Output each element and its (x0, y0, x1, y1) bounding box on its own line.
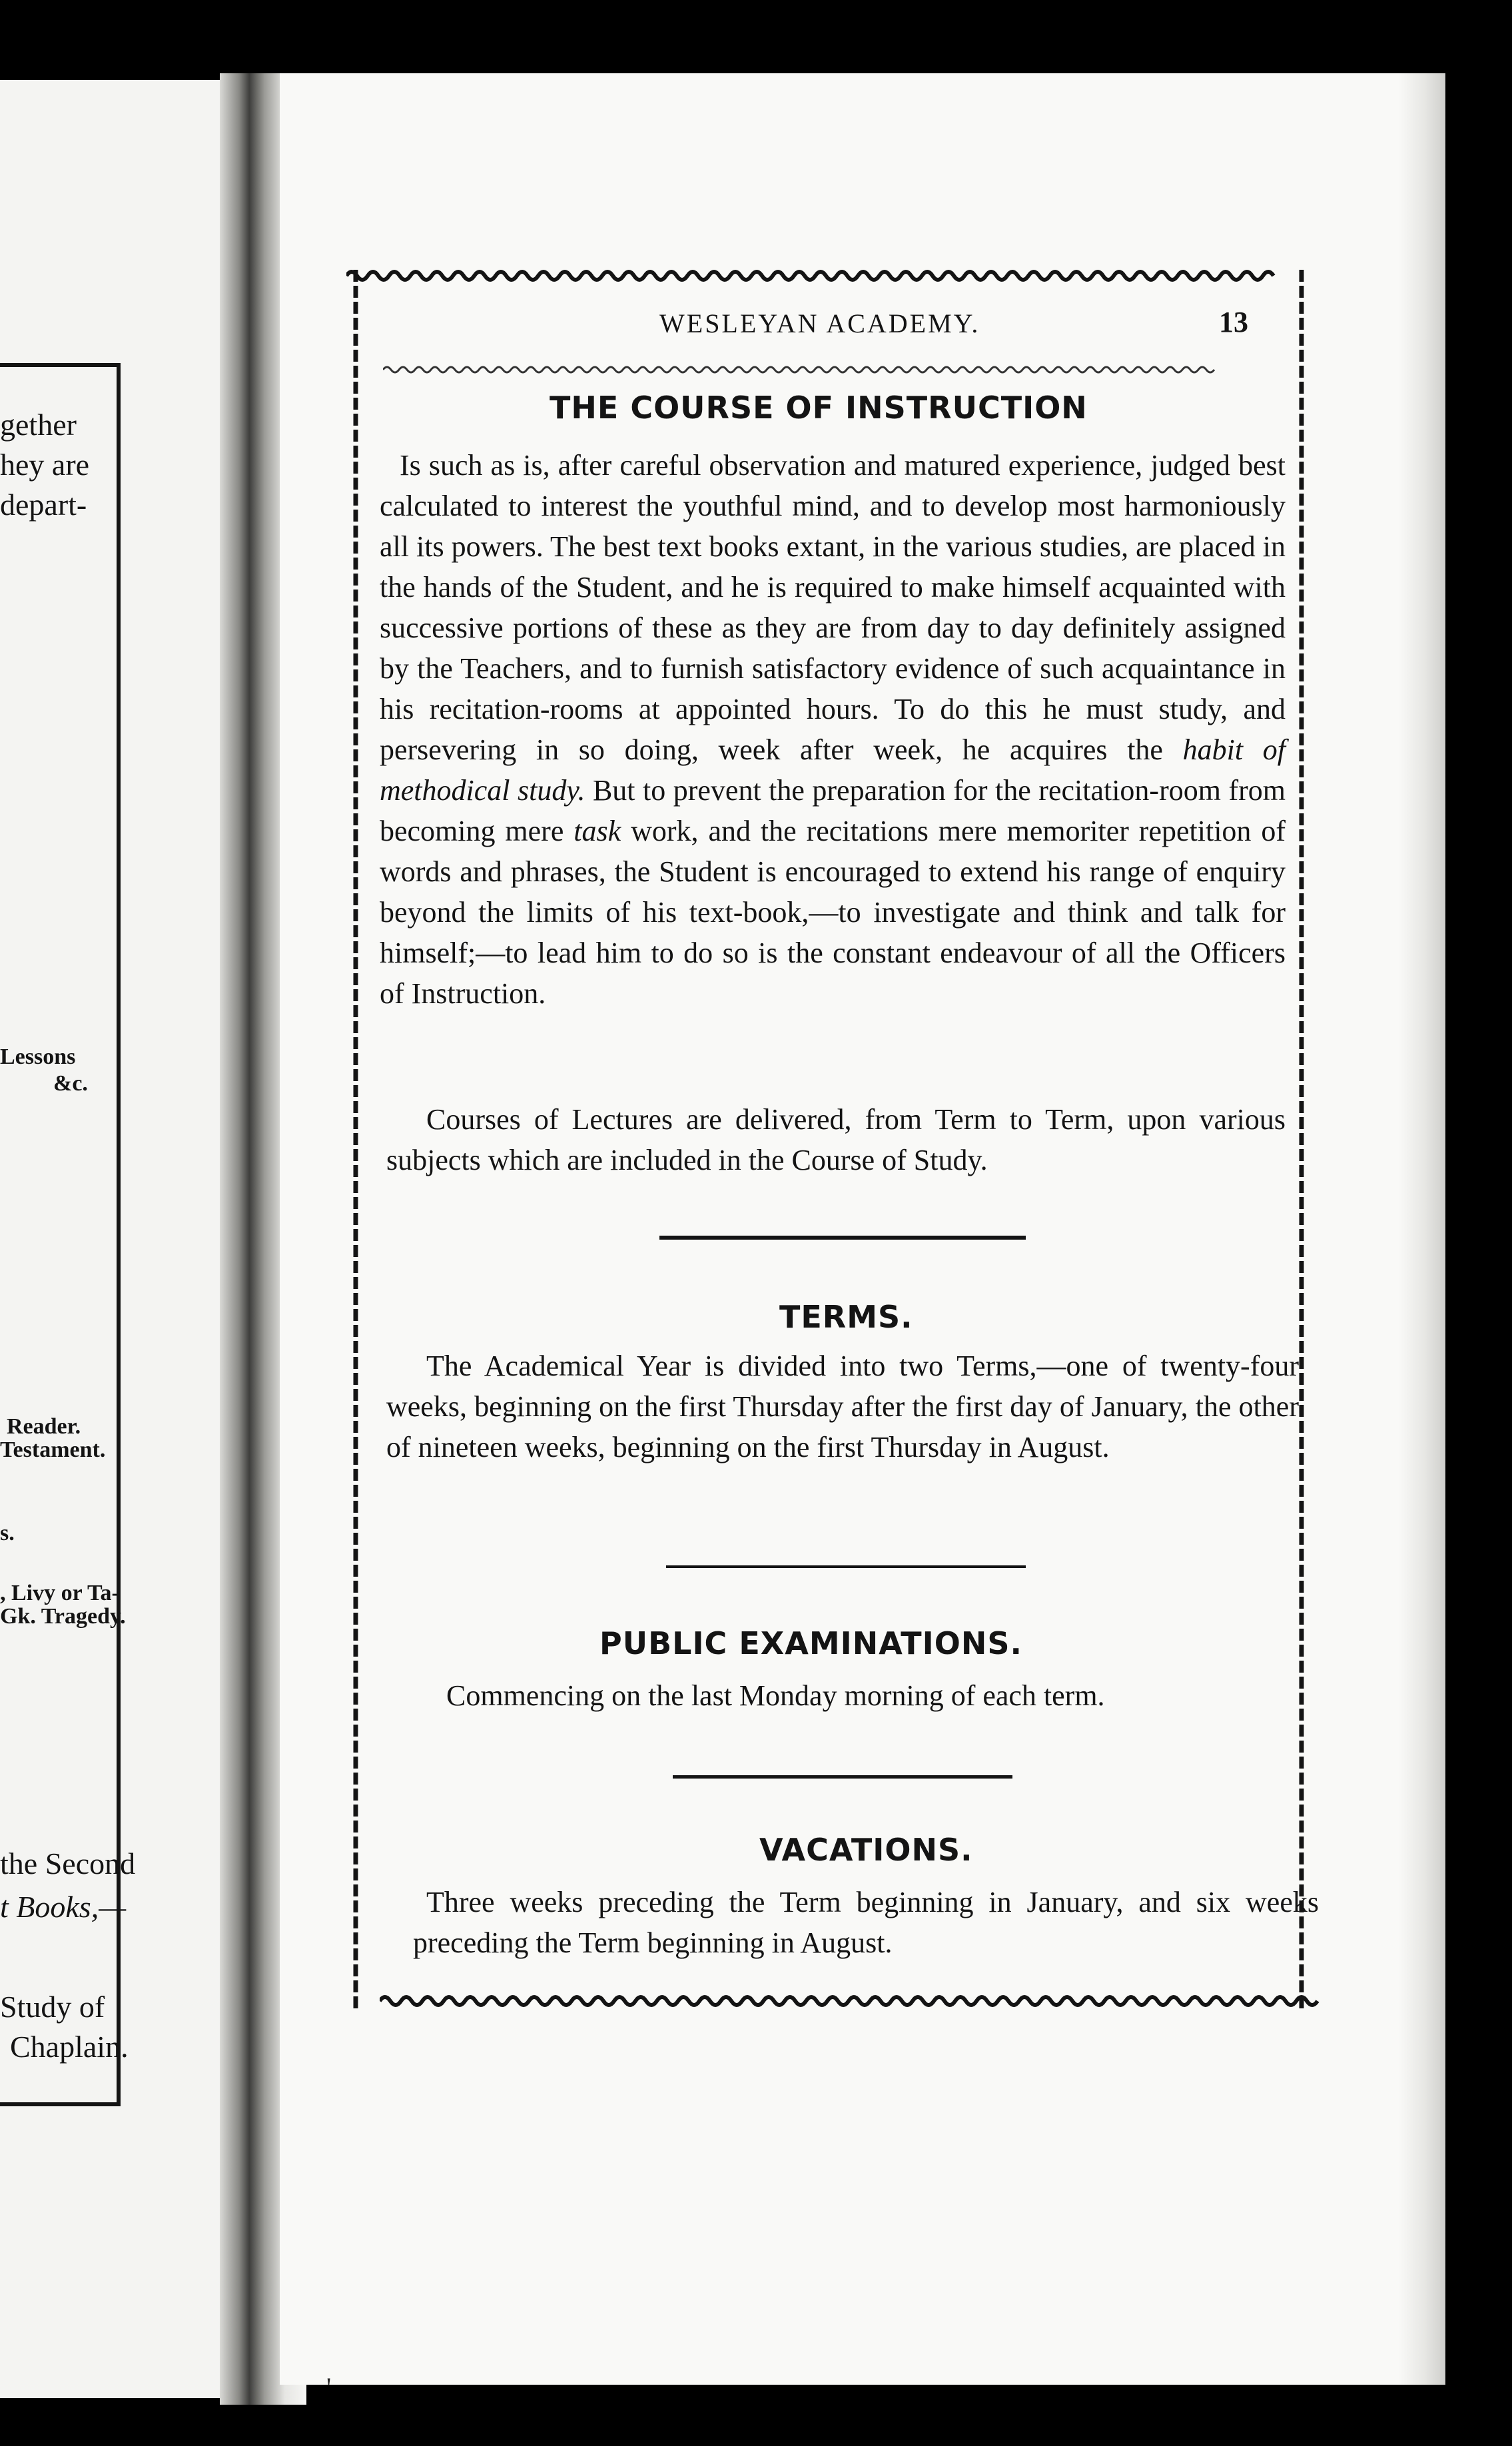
course-emphasis-habit: habit of methodical study. (380, 733, 1286, 807)
previous-page (0, 80, 220, 2398)
course-paragraph-1: Is such as is, after careful observation and matured experience, judged best calculated to interest the youthful mind, and to develop most harmoniously all its powers. The best text books extant, in the various studies, are placed in the hands of the Student, and he is required to make himself acquainted with successive portions of these as they are from day to day definitely assigned by the Teachers, and to furnish satisfactory evidence of such acquaintance in his recitation-rooms at appointed hours. To do this he must study, and persevering in so doing, week after week, he acquires the habit of methodical study. But to prevent the preparation for the recitation-room from becoming mere task work, and the recitations mere memoriter repetition of words and phrases, the Student is encouraged to extend his range of enquiry beyond the limits of his text-book,—to investigate and think and talk for himself;—to lead him to do so is the constant endeavour of all the Officers of Instruction. (380, 449, 1286, 1010)
previous-page-border (0, 363, 121, 2106)
frame-right-border (1292, 270, 1311, 2008)
terms-paragraph: The Academical Year is divided into two Terms,—one of twenty-four weeks, beginning on the first Thursday after the first day of January, the other of nineteen weeks, beginning on the first Thursday in August. (386, 1350, 1299, 1463)
prev-fragment: Testament. (0, 1437, 106, 1462)
section-divider (666, 1565, 1026, 1568)
prev-fragment: Reader. (7, 1414, 81, 1439)
page-edge-shadow (1399, 73, 1445, 2385)
prev-fragment: Study of (0, 1990, 105, 2024)
course-emphasis-task: task (573, 815, 621, 847)
section-divider (659, 1236, 1026, 1240)
header-wavy-rule (383, 363, 1256, 376)
course-heading: THE COURSE OF INSTRUCTION (550, 390, 1088, 426)
frame-left-border (346, 270, 365, 2008)
prev-fragment: , Livy or Ta- (0, 1581, 119, 1605)
exams-heading: PUBLIC EXAMINATIONS. (599, 1625, 1022, 1661)
prev-fragment: &c. (53, 1071, 88, 1096)
section-divider (673, 1775, 1012, 1779)
prev-fragment: Lessons (0, 1044, 76, 1069)
exams-paragraph: Commencing on the last Monday morning of each term. (446, 1679, 1105, 1712)
prev-fragment: Gk. Tragedy. (0, 1604, 126, 1629)
course-paragraph-2: Courses of Lectures are delivered, from Term to Term, upon various subjects which are included in the Course of Study. (386, 1103, 1286, 1176)
prev-fragment: the Second (0, 1846, 136, 1880)
frame-bottom-border (380, 1992, 1332, 2010)
terms-heading: TERMS. (779, 1299, 913, 1335)
prev-fragment: t Books,— (0, 1890, 127, 1924)
page-number: 13 (1219, 306, 1248, 338)
prev-fragment: hey are (0, 448, 90, 482)
prev-fragment: depart- (0, 488, 87, 522)
frame-top-border (346, 266, 1292, 285)
prev-fragment: Chaplain. (10, 2030, 129, 2064)
vacations-paragraph: Three weeks preceding the Term beginning in January, and six weeks preceding the Term beginning in August. (413, 1886, 1319, 1959)
scan-speck: ' (326, 2372, 332, 2402)
prev-fragment: s. (0, 1521, 15, 1545)
running-head: WESLEYAN ACADEMY. (659, 308, 980, 338)
vacations-heading: VACATIONS. (759, 1832, 973, 1868)
prev-fragment: gether (0, 408, 77, 442)
